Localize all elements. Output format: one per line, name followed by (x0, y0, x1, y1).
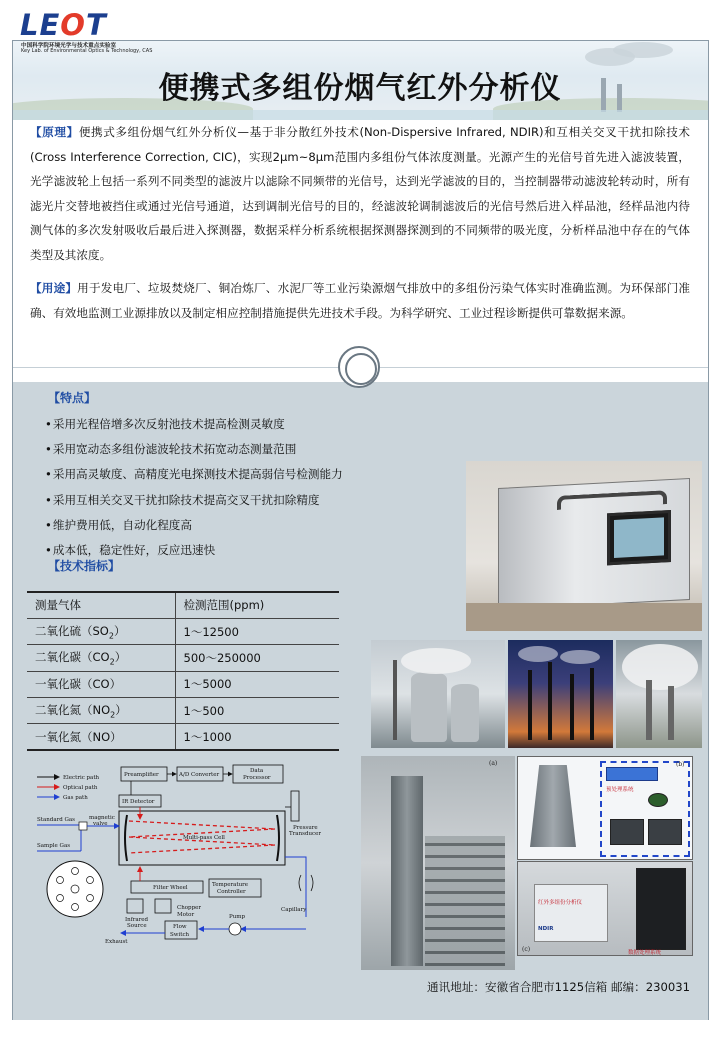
lab-name-cn: 中国科学院环境光学与技术重点实验室 (21, 43, 117, 49)
processor-label: Processor (243, 775, 271, 781)
chopper-label: Chopper (177, 905, 201, 911)
range-cell: 1～1000 (175, 724, 339, 750)
lab-logo: LEOT (20, 8, 107, 42)
range-cell: 1～12500 (175, 618, 339, 644)
ad-converter-label: A/D Converter (179, 772, 220, 778)
table-row (27, 671, 339, 697)
lab-instrument-photo: 红外多组份分析仪 NDIR 数据处理系统 (c) (517, 861, 693, 956)
range-cell: 1～5000 (175, 671, 339, 697)
footer-address: 通讯地址：安徽省合肥市1125信箱 邮编：230031 (427, 980, 690, 994)
legend-electric: Electric path (63, 775, 100, 781)
pump-label: Pump (229, 914, 245, 920)
flow-label: Flow (173, 924, 187, 930)
usage-tag: 【用途】 (30, 281, 78, 295)
table-row (27, 724, 339, 750)
preamplifier-label: Preamplifier (124, 772, 159, 778)
factory-night-photo (508, 640, 613, 748)
multipass-cell-label: Multi-pass Cell (183, 835, 225, 841)
feature-item: • 维护费用低，自动化程度高 (45, 513, 445, 538)
ir-detector-label: IR Detector (122, 799, 155, 805)
principle-text: 便携式多组份烟气红外分析仪—基于非分散红外技术(Non-Dispersive Infrared, NDIR)和互相关交叉干扰扣除技术(Cross Interference Correction, CIC)，实现2μm~8μm范围内多组份气体浓度测量。光源产生的光信号首先进入滤波装置，光学滤波轮上包括一系列不同类型的滤波片以滤除不同频带的光信号，达到光学滤波的目的，当控制器带动滤波轮转动时，所有滤光片交替地被挡住或通过光信号通道，达到调制光信号的目的，经滤波轮调制滤波后的光信号然后进入样品池，经样品池内待测气体的多次发射吸收后最后进入探测器，数据采样分析系统根据探测器探测到的不同频带的吸光度，分析样品池中存在的气体类型及其浓度。 (30, 125, 690, 262)
magnetic-label: magnetic (89, 815, 115, 821)
device-screen-icon (607, 510, 671, 565)
intro-section (30, 120, 690, 325)
feature-item: • 采用宽动态多组份滤波轮技术拓宽动态测量范围 (45, 437, 445, 462)
page-title: 便携式多组份烟气红外分析仪 (158, 71, 562, 106)
gas-name-cell: 一氧化碳（CO） (27, 671, 175, 697)
principle-paragraph (30, 120, 690, 267)
preprocess-box: 预处理系统 (600, 761, 690, 857)
feature-item: • 采用光程倍增多次反射池技术提高检测灵敏度 (45, 412, 445, 437)
exhaust-label: Exhaust (105, 939, 128, 945)
usage-paragraph (30, 276, 690, 325)
features-heading: 【特点】 (48, 391, 97, 405)
data-label: Data (250, 768, 264, 774)
power-plant-photo (371, 640, 505, 748)
switch-label: Switch (170, 932, 190, 938)
gas-name-cell: 二氧化碳$(CO_2)$ (27, 645, 175, 671)
feature-item: • 成本低，稳定性好，反应迅速快 (45, 538, 445, 563)
spec-col-range: 检测范围(ppm) (175, 592, 339, 618)
features-list (45, 412, 445, 563)
legend-optical: Optical path (63, 785, 98, 791)
transducer-label: Transducer (289, 831, 321, 837)
analyzer-device-photo (466, 461, 702, 631)
analyzer-schematic-diagram (31, 757, 351, 949)
capillary-label: Capillary (281, 907, 307, 913)
valve-label: valve (93, 821, 108, 827)
gas-name-cell: 二氧化氮$(NO_2)$ (27, 698, 175, 724)
range-cell: 1～500 (175, 698, 339, 724)
legend-gas: Gas path (63, 795, 88, 801)
pressure-label: Pressure (293, 825, 318, 831)
source-label: Source (127, 923, 147, 929)
table-row (27, 698, 339, 724)
sample-gas-label: Sample Gas (37, 843, 71, 849)
standard-gas-label: Standard Gas (37, 817, 75, 823)
gas-name-cell: 一氧化氮（NO） (27, 724, 175, 750)
spec-header-row (27, 592, 339, 618)
filter-wheel-label: Filter Wheel (153, 885, 188, 891)
principle-tag: 【原理】 (30, 125, 79, 139)
gas-name-cell: 二氧化硫$(SO_2)$ (27, 618, 175, 644)
lab-name-en: Key Lab. of Environmental Optics & Technology, CAS (21, 48, 153, 54)
infrared-label: Infrared (125, 917, 149, 923)
usage-text: 用于发电厂、垃圾焚烧厂、铜冶炼厂、水泥厂等工业污染源烟气排放中的多组份污染气体实时准确监测。为环保部门准确、有效地监测工业源排放以及制定相应控制措施提供先进技术手段。为科学研究、工业过程诊断提供可靠数据来源。 (30, 281, 690, 320)
feature-item: • 采用高灵敏度、高精度光电探测技术提高弱信号检测能力 (45, 462, 445, 487)
table-row (27, 645, 339, 671)
motor-label: Motor (177, 912, 195, 918)
ring-ornament-icon (338, 346, 380, 388)
table-row (27, 618, 339, 644)
specs-heading: 【技术指标】 (48, 559, 121, 573)
temperature-label: Temperature (212, 882, 249, 888)
field-installation-photo: (a) (361, 756, 515, 970)
smokestack-photo (616, 640, 702, 748)
range-cell: 500～250000 (175, 645, 339, 671)
system-schematic-photo: 预处理系统 (b) (517, 756, 693, 860)
controller-label: Controller (217, 889, 246, 895)
feature-item: • 采用互相关交叉干扰扣除技术提高交叉干扰扣除精度 (45, 488, 445, 513)
spec-table (27, 591, 339, 751)
spec-col-gas: 测量气体 (27, 592, 175, 618)
